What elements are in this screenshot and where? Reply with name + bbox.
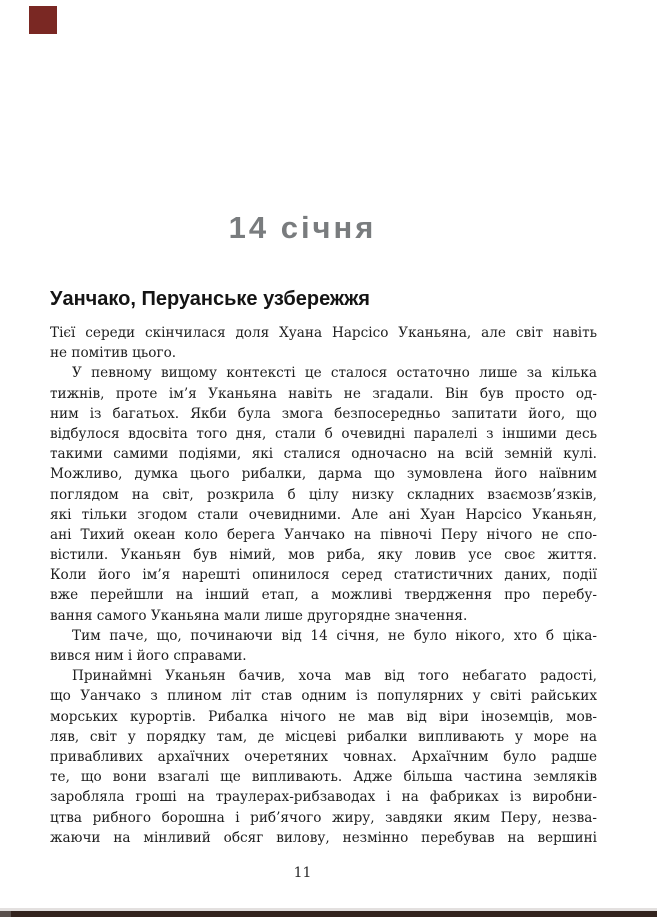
text-line: заробляла гроші на траулерах-рибзаводах і на фабриках із виробни- xyxy=(50,789,597,806)
text-line: вання самого Уканьяна мали лише другорядне значення. xyxy=(50,607,468,624)
page-number: 11 xyxy=(293,865,312,881)
text-line: які тільки згодом стали очевидними. Але ані Хуан Нарсісо Уканьян, xyxy=(50,506,597,523)
bottom-bar xyxy=(0,911,657,917)
bookmark-marker[interactable] xyxy=(29,6,57,34)
text-line: поглядом на світ, розкрила б цілу низку складних взаємозв’язків, xyxy=(50,486,597,503)
text-line: те, що вони взагалі ще випливають. Адже більша частина земляків xyxy=(50,769,597,786)
text-line: Можливо, думка цього рибалки, дарма що зумовлена його наївним xyxy=(50,466,597,483)
text-line: ані Тихий океан коло берега Уанчако на півночі Перу нічого не спо- xyxy=(50,526,597,543)
text-line: жаючи на мінливий обсяг вилову, незмінно перебував на вершині xyxy=(50,829,597,846)
text-line: тижнів, проте ім’я Уканьяна навіть не згадали. Він був просто од- xyxy=(50,385,597,402)
text-line: вився ним і його справами. xyxy=(50,648,247,664)
text-line: Тієї середи скінчилася доля Хуана Нарсісо Уканьяна, але світ навіть xyxy=(50,325,597,341)
text-line: Тим паче, що, починаючи від 14 січня, не було нікого, хто б ціка- xyxy=(72,627,597,644)
text-line: ляв, світ у порядку там, де місцеві рибалки випливають у море на xyxy=(50,728,597,745)
text-line: морських курортів. Рибалка нічого не мав від віри іноземців, мов- xyxy=(50,708,597,725)
text-line: вже перейшли на інший етап, а можливі твердження про перебу- xyxy=(50,587,597,604)
text-line: такими самими подіями, які сталися одночасно на всій земній кулі. xyxy=(50,446,597,463)
text-line: що Уанчако з плином літ став одним із популярних у світі райських xyxy=(50,688,597,705)
text-line: вістили. Уканьян був німий, мов риба, яку ловив усе своє життя. xyxy=(50,547,597,564)
text-line: У певному вищому контексті це сталося остаточно лише за кілька xyxy=(72,365,597,382)
body-text xyxy=(50,323,597,848)
text-line: ним із багатьох. Якби була змога безпосередньо запитати його, що xyxy=(50,405,597,422)
bottom-bar-accent xyxy=(0,911,11,917)
text-line: відбулося вдосвіта того дня, стали б очевидні паралелі з іншими десь xyxy=(50,425,597,442)
text-line: Коли його ім’я нарешті опинилося серед статистичних даних, події xyxy=(50,567,597,584)
text-line: Принаймні Уканьян бачив, хоча мав від того небагато радості, xyxy=(72,668,597,685)
text-line: не помітив цього. xyxy=(50,345,177,362)
section-heading: Уанчако, Перуанське узбережжя xyxy=(50,288,370,310)
text-line: цтва рибного борошна і риб’ячого жиру, завдяки яким Перу, незва- xyxy=(50,809,597,826)
chapter-heading: 14 січня xyxy=(228,210,377,245)
text-line: привабливих архаїчних очеретяних човнах. Архаїчним було радше xyxy=(50,748,597,765)
